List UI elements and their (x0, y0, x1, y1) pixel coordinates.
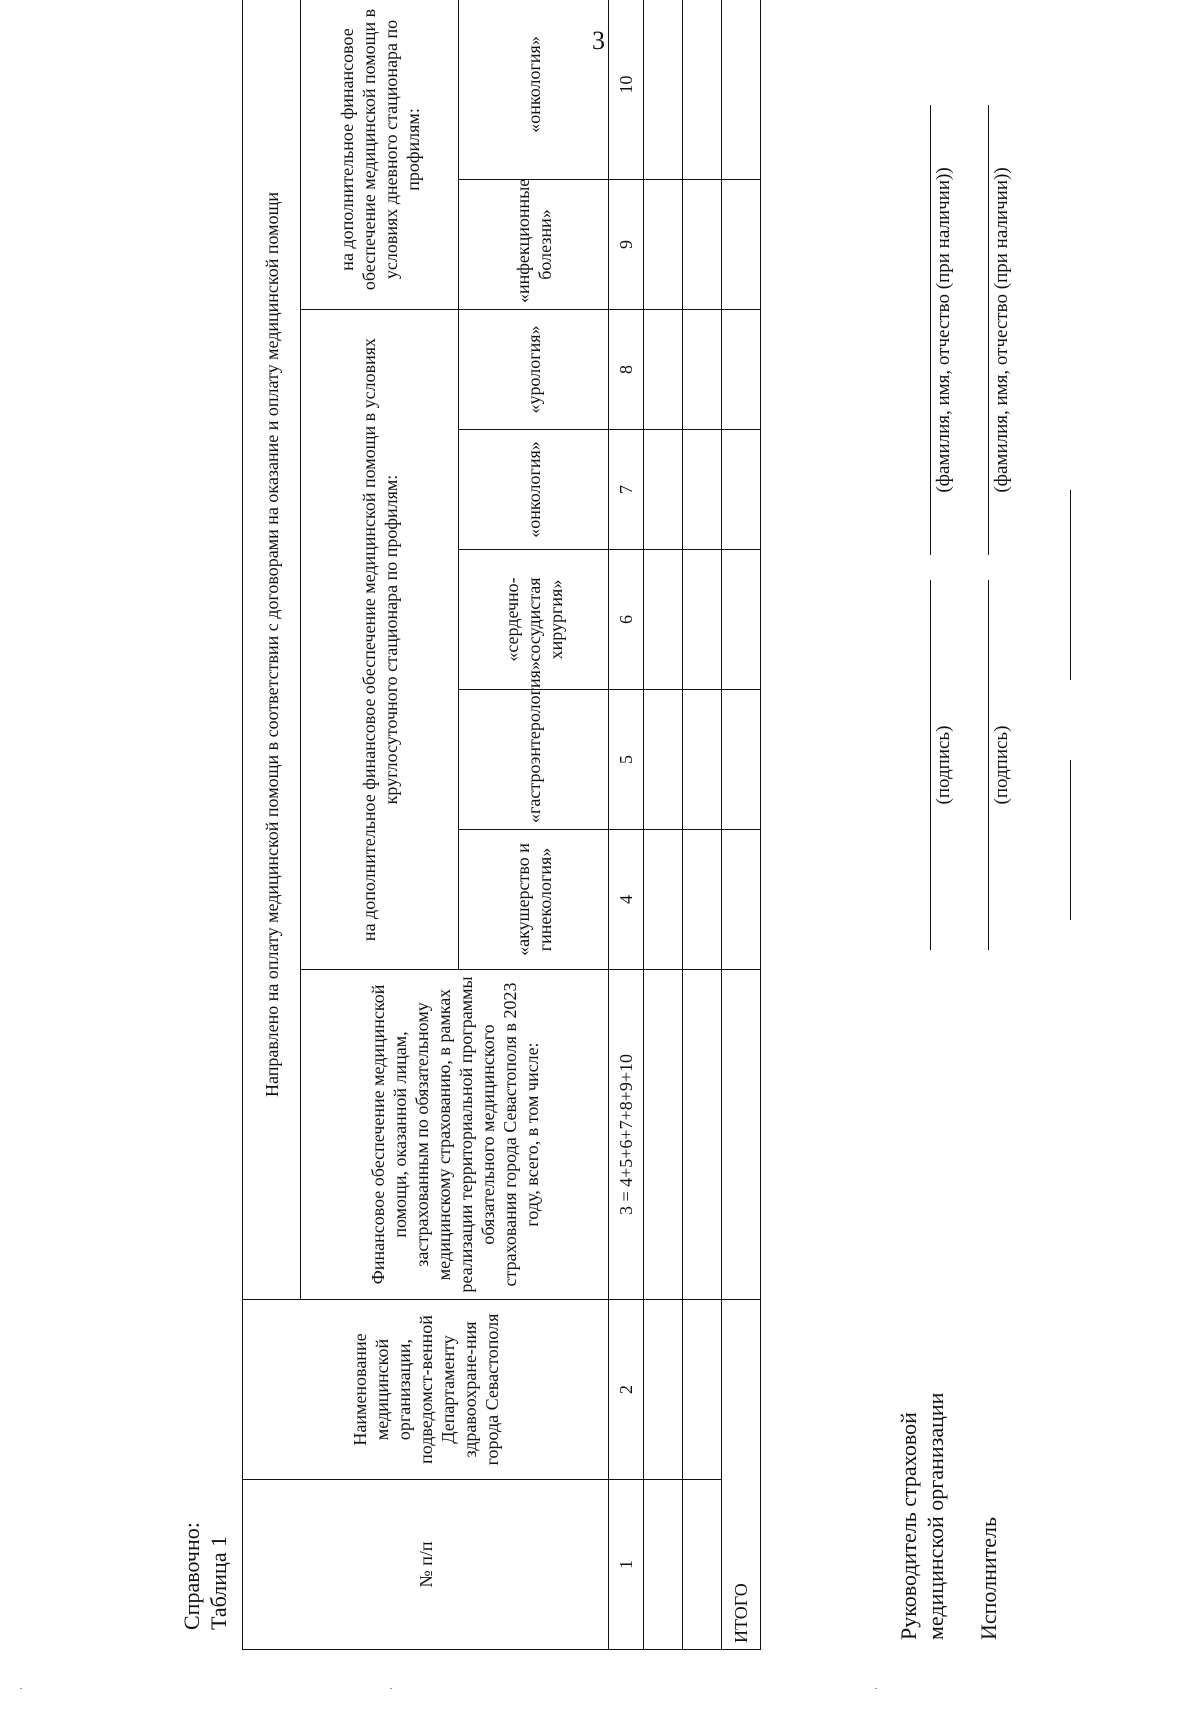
extra-line (1070, 490, 1071, 680)
caption-table-label: Таблица 1 (206, 1535, 231, 1630)
total-label: ИТОГО (722, 1300, 761, 1650)
total-row (722, 0, 761, 1650)
header-day-hospital: на дополнительное финансовое обеспечение медицинской помощи в условиях дневного стационара по профилям: (301, 0, 459, 310)
extra-line (1070, 760, 1071, 920)
header-profile-oncology: «онкология» (459, 430, 609, 550)
table-row (683, 0, 722, 1650)
header-profile-day-oncology: «онкология» (459, 0, 609, 180)
column-number: 10 (609, 0, 644, 180)
scan-mark (875, 1688, 877, 1689)
head-signature-caption: (подпись) (933, 725, 954, 805)
header-round-clock-hospital: на дополнительное финансовое обеспечение медицинской помощи в условиях круглосуточного стационара по профилям: (301, 310, 459, 970)
header-profile-cardiovascular-surgery: «сердечно-сосудистая хирургия» (459, 550, 609, 690)
column-numbers-row (609, 0, 644, 1650)
column-number: 3 = 4+5+6+7+8+9+10 (609, 970, 644, 1300)
executor-label: Исполнитель (976, 1516, 1001, 1640)
table-row (644, 0, 683, 1650)
head-label-line2: медицинской организации (923, 1392, 948, 1640)
column-number: 4 (609, 830, 644, 970)
header-profile-infectious-diseases: «инфекционные болезни» (459, 180, 609, 310)
column-number: 8 (609, 310, 644, 430)
financing-table (242, 0, 761, 1650)
executor-name-caption: (фамилия, имя, отчество (при наличии)) (991, 167, 1012, 493)
page-number: 3 (592, 26, 605, 55)
head-signature-line (930, 580, 931, 950)
header-total-financing: Финансовое обеспечение медицинской помощи, оказанной лицам, застрахованным по обязательному медицинскому страхованию, в рамках реализации территориальной программы обязательного медицинского страхования города Севастополя в 2023 году, всего, в том числе: (301, 970, 609, 1300)
header-profile-urology: «урология» (459, 310, 609, 430)
column-number: 5 (609, 690, 644, 830)
executor-signature-caption: (подпись) (991, 725, 1012, 805)
header-directed-to-payment: Направлено на оплату медицинской помощи в соответствии с договорами на оказание и оплату медицинской помощи (243, 0, 301, 1300)
column-number: 9 (609, 180, 644, 310)
head-name-line (930, 105, 931, 555)
column-number: 6 (609, 550, 644, 690)
executor-signature-line (988, 580, 989, 950)
scan-mark (20, 1688, 22, 1689)
column-number: 7 (609, 430, 644, 550)
rotated-form-content (170, 8, 1170, 1650)
header-organization: Наименование медицинской организации, подведомст-венной Департаменту здравоохране-ния города Севастополя (243, 1300, 609, 1480)
caption (178, 1522, 232, 1630)
scan-mark (390, 1688, 392, 1689)
head-label-line1: Руководитель страховой (896, 1412, 921, 1640)
column-number: 1 (609, 1480, 644, 1650)
head-name-caption: (фамилия, имя, отчество (при наличии)) (933, 167, 954, 493)
header-profile-gastroenterology: «гастроэнтерология» (459, 690, 609, 830)
signature-block (890, 60, 1150, 1640)
head-label (895, 1393, 949, 1640)
header-profile-obstetrics: «акушерство и гинекология» (459, 830, 609, 970)
column-number: 2 (609, 1300, 644, 1480)
caption-reference: Справочно: (179, 1522, 204, 1630)
header-number: № п/п (243, 1480, 609, 1650)
executor-name-line (988, 105, 989, 555)
